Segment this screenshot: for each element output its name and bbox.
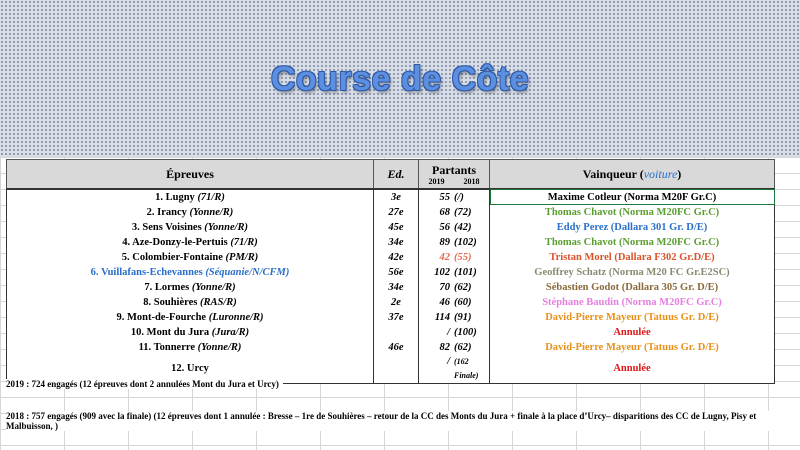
partants-2019: 89	[439, 236, 450, 248]
partants-2018: (72)	[454, 206, 472, 218]
table-row[interactable]	[7, 205, 775, 220]
partants-2019: 70	[439, 281, 450, 293]
cell-vainqueur[interactable]: Stéphane Baudin (Norma M20FC Gr.C)	[490, 295, 775, 310]
cell-vainqueur[interactable]: Sébastien Godot (Dallara 305 Gr. D/E)	[490, 280, 775, 295]
cell-partants[interactable]	[419, 250, 490, 265]
cell-edition[interactable]: 2e	[374, 295, 419, 310]
epreuve-detail: (PM/R)	[225, 251, 259, 263]
partants-2019: 102	[434, 266, 450, 278]
cell-epreuve[interactable]	[7, 220, 374, 235]
table-row[interactable]	[7, 235, 775, 250]
epreuve-name: 5. Colombier-Fontaine	[121, 251, 226, 263]
epreuve-name: 2. Irancy	[146, 206, 190, 218]
partants-2018: (55)	[454, 251, 472, 263]
partants-2019: 42	[439, 251, 450, 263]
cell-partants[interactable]	[419, 265, 490, 280]
cell-vainqueur[interactable]: Annulée	[490, 355, 775, 384]
partants-2018: (91)	[454, 311, 472, 323]
cell-edition[interactable]: 46e	[374, 340, 419, 355]
cell-partants[interactable]	[419, 220, 490, 235]
cell-vainqueur[interactable]: Thomas Chavot (Norma M20FC Gr.C)	[490, 235, 775, 250]
partants-2019: 68	[439, 206, 450, 218]
cell-edition[interactable]: 45e	[374, 220, 419, 235]
cell-vainqueur[interactable]: Maxime Cotleur (Norma M20F Gr.C)	[490, 189, 775, 205]
header-epreuves[interactable]: Épreuves	[7, 160, 374, 190]
cell-epreuve[interactable]	[7, 310, 374, 325]
cell-edition[interactable]: 34e	[374, 280, 419, 295]
header-partants[interactable]	[419, 160, 490, 190]
epreuve-name: 3. Sens Voisines	[131, 221, 205, 233]
epreuve-detail: (Yonne/R)	[189, 206, 234, 218]
cell-edition[interactable]: 42e	[374, 250, 419, 265]
cell-epreuve[interactable]	[7, 340, 374, 355]
cell-edition[interactable]: 34e	[374, 235, 419, 250]
epreuve-name: 4. Aze-Donzy-le-Pertuis	[122, 236, 231, 248]
note-2018: 2018 : 757 engagés (909 avec la finale) (12 épreuves dont 1 annulée : Bresse – 1re de Souhières – retour de la CC des Monts du Jura + finale à la place d’Urcy– disparitions des CC de Lugny, Pisy et Malbuisson, )	[6, 411, 800, 431]
partants-2019: 82	[439, 341, 450, 353]
cell-epreuve[interactable]	[7, 205, 374, 220]
cell-epreuve[interactable]	[7, 265, 374, 280]
cell-epreuve[interactable]	[7, 250, 374, 265]
epreuve-name: 7. Lormes	[144, 281, 192, 293]
partants-2018: (62)	[454, 341, 472, 353]
epreuve-detail: (Séquanie/N/CFM)	[205, 266, 290, 278]
cell-partants[interactable]	[419, 310, 490, 325]
cell-partants[interactable]	[419, 280, 490, 295]
cell-vainqueur[interactable]: Tristan Morel (Dallara F302 Gr.D/E)	[490, 250, 775, 265]
header-partants-label: Partants	[432, 162, 476, 177]
header-row	[7, 160, 775, 190]
cell-epreuve[interactable]	[7, 295, 374, 310]
partants-2018: (100)	[454, 326, 477, 338]
cell-edition[interactable]	[374, 355, 419, 384]
partants-2018: (162 Finale)	[454, 357, 479, 380]
partants-2018: (/)	[454, 191, 464, 203]
cell-partants[interactable]	[419, 189, 490, 205]
header-vainqueur[interactable]: Vainqueur (voiture)	[490, 160, 775, 190]
epreuve-name: 12. Urcy	[171, 363, 209, 374]
epreuve-name: 10. Mont du Jura	[130, 326, 212, 338]
partants-2019: 46	[439, 296, 450, 308]
table-row[interactable]	[7, 189, 775, 205]
partants-2018: (101)	[454, 266, 477, 278]
epreuve-detail: (Yonne/R)	[204, 221, 249, 233]
partants-2019: /	[447, 326, 450, 338]
cell-vainqueur[interactable]: Annulée	[490, 325, 775, 340]
partants-2018: (60)	[454, 296, 472, 308]
header-year-2019: 2019	[428, 176, 445, 186]
cell-epreuve[interactable]	[7, 280, 374, 295]
page-title: Course de Côte	[270, 60, 530, 98]
epreuve-detail: (Yonne/R)	[197, 341, 242, 353]
cell-partants[interactable]	[419, 205, 490, 220]
cell-edition[interactable]: 37e	[374, 310, 419, 325]
table-row[interactable]	[7, 325, 775, 340]
table-row[interactable]	[7, 250, 775, 265]
cell-edition[interactable]: 56e	[374, 265, 419, 280]
header-voiture-label: voiture	[643, 167, 678, 181]
results-table	[6, 159, 775, 384]
cell-edition[interactable]: 27e	[374, 205, 419, 220]
cell-epreuve[interactable]	[7, 325, 374, 340]
epreuve-name: 9. Mont-de-Fourche	[116, 311, 209, 323]
header-ed[interactable]: Ed.	[374, 160, 419, 190]
cell-vainqueur[interactable]: Eddy Perez (Dallara 301 Gr. D/E)	[490, 220, 775, 235]
cell-partants[interactable]	[419, 325, 490, 340]
epreuve-detail: (RAS/R)	[199, 296, 237, 308]
cell-epreuve[interactable]	[7, 189, 374, 205]
epreuve-detail: (Jura/R)	[211, 326, 250, 338]
table-row[interactable]	[7, 340, 775, 355]
partants-2019: 55	[439, 191, 450, 203]
epreuve-name: 8. Souhières	[143, 296, 200, 308]
epreuve-detail: (Yonne/R)	[191, 281, 236, 293]
cell-edition[interactable]	[374, 325, 419, 340]
note-2019: 2019 : 724 engagés (12 épreuves dont 2 annulées Mont du Jura et Urcy)	[6, 379, 283, 389]
epreuve-name: 1. Lugny	[155, 191, 198, 203]
cell-vainqueur[interactable]: David-Pierre Mayeur (Tatuus Gr. D/E)	[490, 310, 775, 325]
header-year-2018: 2018	[463, 176, 480, 186]
cell-partants[interactable]	[419, 235, 490, 250]
epreuve-name: 6. Vuillafans-Echevannes	[90, 266, 206, 278]
epreuve-detail: (71/R)	[197, 191, 225, 203]
partants-2019: /	[447, 356, 450, 367]
table-row[interactable]	[7, 295, 775, 310]
partants-2019: 114	[434, 311, 450, 323]
partants-2018: (102)	[454, 236, 477, 248]
cell-vainqueur[interactable]: David-Pierre Mayeur (Tatuus Gr. D/E)	[490, 340, 775, 355]
partants-2018: (62)	[454, 281, 472, 293]
cell-partants[interactable]	[419, 295, 490, 310]
cell-vainqueur[interactable]: Thomas Chavot (Norma M20FC Gr.C)	[490, 205, 775, 220]
epreuve-detail: (71/R)	[230, 236, 258, 248]
cell-epreuve[interactable]	[7, 235, 374, 250]
cell-partants[interactable]	[419, 340, 490, 355]
cell-vainqueur[interactable]: Geoffrey Schatz (Norma M20 FC Gr.E2SC)	[490, 265, 775, 280]
cell-edition[interactable]: 3e	[374, 189, 419, 205]
table-row[interactable]	[7, 280, 775, 295]
epreuve-name: 11. Tonnerre	[138, 341, 198, 353]
table-row[interactable]	[7, 310, 775, 325]
table-row[interactable]	[7, 265, 775, 280]
epreuve-detail: (Luronne/R)	[208, 311, 264, 323]
cell-partants[interactable]	[419, 355, 490, 384]
table-row[interactable]	[7, 220, 775, 235]
header-vainqueur-label: Vainqueur	[582, 167, 637, 181]
partants-2018: (42)	[454, 221, 472, 233]
partants-2019: 56	[439, 221, 450, 233]
